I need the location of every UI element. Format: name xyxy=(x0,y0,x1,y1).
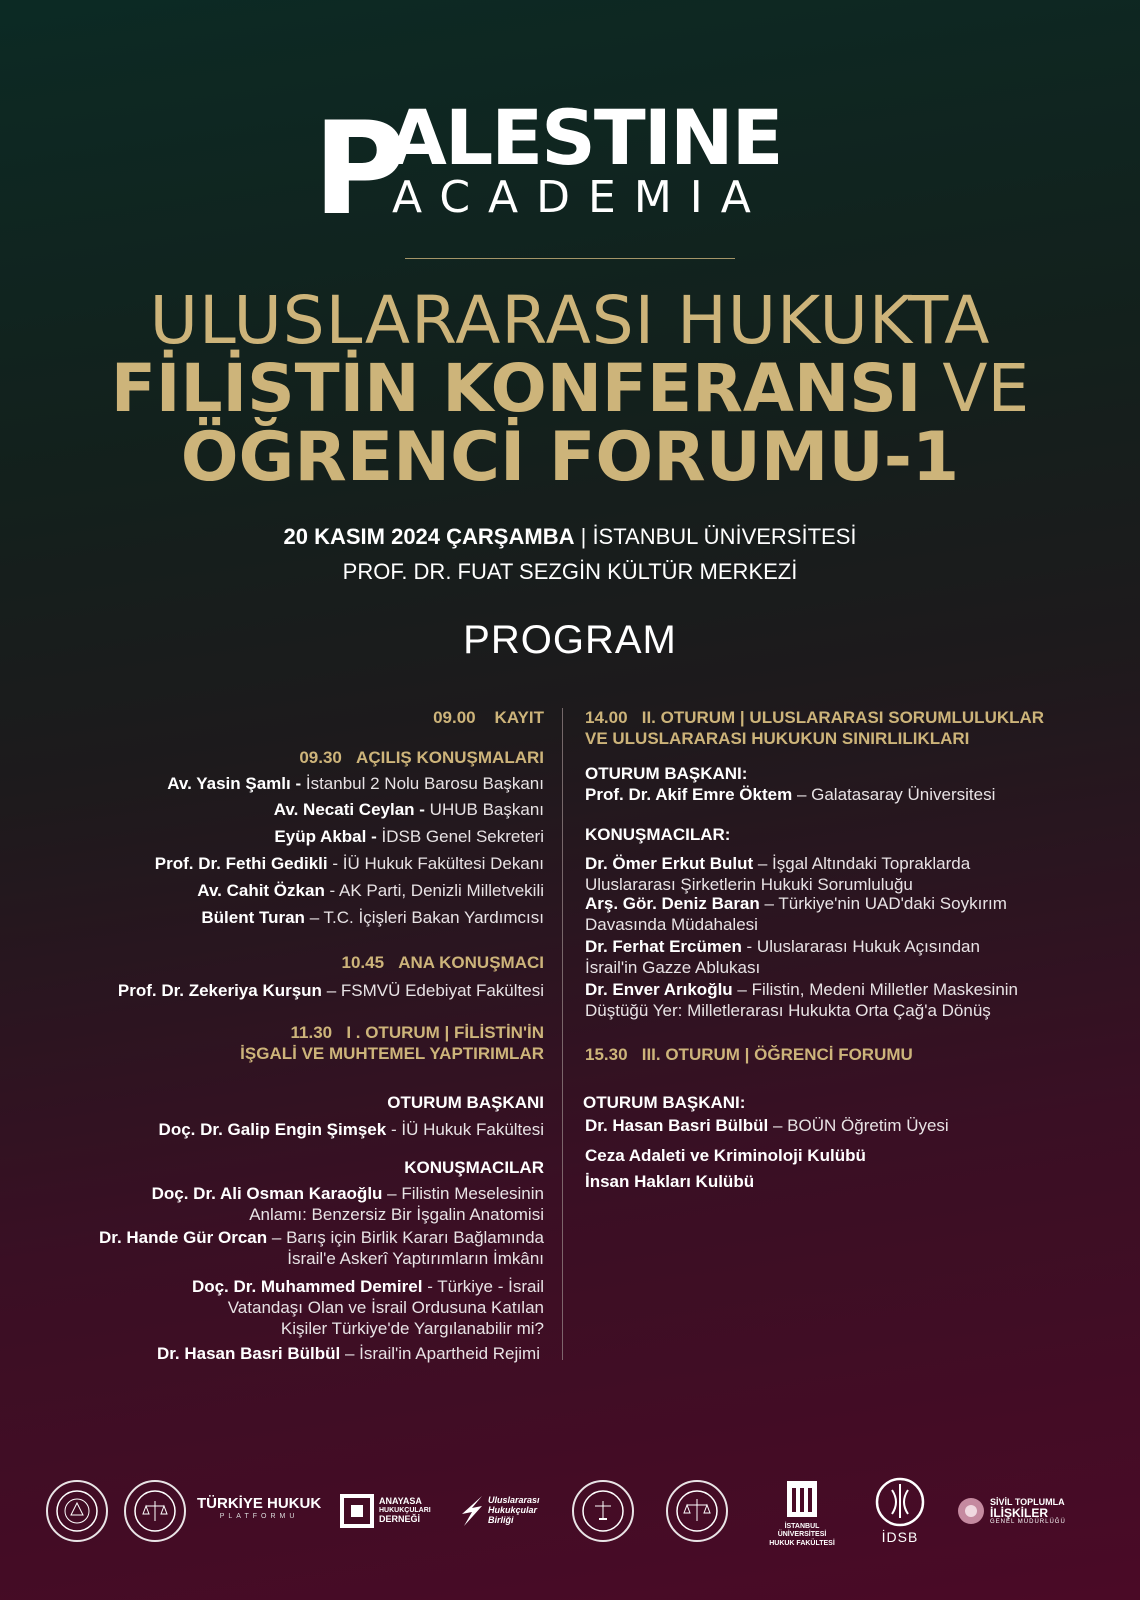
speaker-name: Prof. Dr. Akif Emre Öktem xyxy=(585,785,793,804)
speaker-name: Av. Necati Ceylan - xyxy=(273,800,425,819)
logo-subtext: PLATFORMU xyxy=(219,1512,299,1520)
session-oturum-1 xyxy=(291,1022,544,1043)
justice-scales-seal-icon xyxy=(666,1480,728,1542)
logo-text: TÜRKİYE HUKUK xyxy=(197,1495,322,1512)
speaker-row xyxy=(585,893,1007,914)
info-separator: | xyxy=(580,524,587,549)
speaker-desc: – BOÜN Öğretim Üyesi xyxy=(768,1116,949,1135)
bar-association-seal-icon xyxy=(124,1480,186,1542)
time: 14.00 xyxy=(585,708,628,727)
event-date: 20 KASIM 2024 ÇARŞAMBA xyxy=(283,524,575,549)
speaker-row xyxy=(155,853,544,874)
speaker-row xyxy=(118,980,544,1001)
speaker-desc: - İÜ Hukuk Fakültesi Dekanı xyxy=(327,854,544,873)
program-heading: PROGRAM xyxy=(463,618,677,662)
speaker-desc-cont: Uluslararası Şirketlerin Hukuki Sorumluluğu xyxy=(585,875,913,894)
speaker-row xyxy=(201,907,544,928)
partner-logos xyxy=(0,1480,1140,1560)
speaker-desc-cont: Anlamı: Benzersiz Bir İşgalin Anatomisi xyxy=(249,1205,544,1224)
speaker-name: Doç. Dr. Galip Engin Şimşek xyxy=(158,1120,387,1139)
label: ANA KONUŞMACI xyxy=(398,953,544,972)
oturum-baskani-heading: OTURUM BAŞKANI: xyxy=(583,1093,746,1112)
speaker-row xyxy=(167,773,544,794)
speaker-desc: – Filistin, Medeni Milletler Maskesinin xyxy=(732,980,1019,999)
speaker-desc: - Türkiye - İsrail xyxy=(427,1277,544,1296)
logo-wordmark-bottom: ACADEMIA xyxy=(392,172,769,223)
speaker-desc-cont: İsrail'in Gazze Ablukası xyxy=(585,958,761,977)
session-oturum-3 xyxy=(585,1044,913,1065)
time: 10.45 xyxy=(341,953,385,972)
idsb-emblem-icon xyxy=(874,1476,926,1528)
logo-text: GENEL MÜDÜRLÜĞÜ xyxy=(990,1518,1066,1525)
logo-text: İDSB xyxy=(881,1529,919,1545)
speaker-row xyxy=(274,826,544,847)
idsb-logo xyxy=(874,1476,926,1545)
speaker-name: Doç. Dr. Ali Osman Karaoğlu xyxy=(151,1184,383,1203)
session-oturum-1-line-2: İŞGALİ VE MUHTEMEL YAPTIRIMLAR xyxy=(240,1044,544,1063)
oturum-baskani-heading: OTURUM BAŞKANI: xyxy=(585,764,748,783)
speaker-desc: - AK Parti, Denizli Milletvekili xyxy=(324,881,544,900)
palestine-academia-logo xyxy=(0,93,1140,244)
speaker-name: Dr. Hande Gür Orcan xyxy=(98,1228,268,1247)
speaker-desc-cont: Kişiler Türkiye'de Yargılanabilir mi? xyxy=(280,1319,544,1338)
label: KAYIT xyxy=(494,708,544,727)
uhub-logo xyxy=(458,1494,540,1528)
logo-text: DERNEĞİ xyxy=(379,1513,421,1524)
speaker-desc: – FSMVÜ Edebiyat Fakültesi xyxy=(326,981,544,1000)
time: 09.30 xyxy=(299,748,342,767)
speaker-name: Av. Yasin Şamlı - xyxy=(167,774,302,793)
speaker-desc: İDSB Genel Sekreteri xyxy=(381,827,544,846)
speaker-row xyxy=(99,1227,544,1248)
title-line-3: ÖĞRENCİ FORUMU-1 xyxy=(180,418,960,497)
konusmacilar-heading: KONUŞMACILAR: xyxy=(585,825,731,844)
logo-text: ANAYASA xyxy=(379,1496,422,1507)
faculty-gate-icon xyxy=(786,1480,818,1518)
speaker-name: Eyüp Akbal - xyxy=(274,827,377,846)
speaker-name: Prof. Dr. Zekeriya Kurşun xyxy=(117,981,322,1000)
turkiye-hukuk-logo xyxy=(197,1496,321,1520)
title-line-1: ULUSLARARASI HUKUKTA xyxy=(149,282,991,359)
logo-letter-p: P xyxy=(313,95,403,244)
club-name: İnsan Hakları Kulübü xyxy=(585,1172,755,1191)
time: 11.30 xyxy=(290,1023,333,1042)
time: 15.30 xyxy=(585,1045,628,1064)
logo-text: Uluslararası xyxy=(488,1495,540,1506)
speaker-desc: – İşgal Altındaki Topraklarda xyxy=(753,854,971,873)
anayasa-icon xyxy=(340,1494,374,1528)
title-line-2-bold: FİLİSTİN KONFERANSI xyxy=(110,350,922,427)
speaker-name: Arş. Gör. Deniz Baran xyxy=(585,894,760,913)
session-ana-konusmaci xyxy=(342,952,544,973)
speaker-row xyxy=(159,1119,544,1140)
speaker-name: Dr. Ömer Erkut Bulut xyxy=(585,854,754,873)
title-line-2 xyxy=(0,350,1140,427)
session-oturum-2 xyxy=(585,707,1044,728)
konusmacilar-heading: KONUŞMACILAR xyxy=(404,1158,544,1177)
speaker-row xyxy=(585,936,980,957)
speaker-name: Av. Cahit Özkan xyxy=(197,881,325,900)
speaker-row xyxy=(157,1343,540,1364)
logo-text: İLİŞKİLER xyxy=(990,1505,1049,1520)
speaker-row xyxy=(192,1276,544,1297)
speaker-desc: – İsrail'in Apartheid Rejimi xyxy=(340,1344,540,1363)
oturum-baskani-heading: OTURUM BAŞKANI xyxy=(387,1093,544,1112)
speaker-row xyxy=(274,799,544,820)
event-venue-2: PROF. DR. FUAT SEZGİN KÜLTÜR MERKEZİ xyxy=(342,559,798,584)
logo-wordmark-top: ALESTINE xyxy=(388,93,782,182)
istanbul-university-seal-icon xyxy=(46,1480,108,1542)
logo-text: Hukukçular xyxy=(488,1505,538,1516)
speaker-name: Doç. Dr. Muhammed Demirel xyxy=(191,1277,423,1296)
speaker-desc-cont: Davasında Müdahalesi xyxy=(585,915,758,934)
label: II. OTURUM | ULUSLARARASI SORUMLULUKLAR xyxy=(641,708,1045,727)
time: 09.00 xyxy=(433,708,476,727)
logo-text: SİVİL TOPLUMLA xyxy=(990,1496,1065,1507)
speaker-desc: – Barış için Birlik Kararı Bağlamında xyxy=(271,1228,544,1247)
speaker-name: Dr. Enver Arıkoğlu xyxy=(585,980,733,999)
logo-text: Birliği xyxy=(488,1514,514,1525)
speaker-row xyxy=(585,853,970,874)
sivil-toplum-logo xyxy=(956,1496,1066,1526)
speaker-desc: - Uluslararası Hukuk Açısından xyxy=(741,937,980,956)
event-date-venue xyxy=(0,524,1140,550)
session-kayit xyxy=(433,707,544,728)
title-divider xyxy=(405,258,735,259)
speaker-row xyxy=(585,784,995,805)
label: AÇILIŞ KONUŞMALARI xyxy=(356,748,544,767)
speaker-row xyxy=(585,1115,949,1136)
anayasa-hukukculari-logo xyxy=(340,1494,431,1528)
university-law-seal-icon xyxy=(572,1480,634,1542)
speaker-desc: İstanbul 2 Nolu Barosu Başkanı xyxy=(305,774,544,793)
speaker-desc: – T.C. İçişleri Bakan Yardımcısı xyxy=(309,908,544,927)
speaker-name: Dr. Hasan Basri Bülbül xyxy=(585,1116,769,1135)
logo-text: HUKUK FAKÜLTESİ xyxy=(769,1539,835,1547)
iu-hukuk-fakultesi-logo xyxy=(762,1480,842,1548)
speaker-name: Bülent Turan xyxy=(201,908,305,927)
speaker-name: Dr. Hasan Basri Bülbül xyxy=(156,1344,341,1363)
speaker-desc: – Türkiye'nin UAD'daki Soykırım xyxy=(759,894,1007,913)
club-name: Ceza Adaleti ve Kriminoloji Kulübü xyxy=(585,1146,866,1165)
session-oturum-2-line-2: VE ULUSLARARASI HUKUKUN SINIRLILIKLARI xyxy=(585,729,970,748)
speaker-desc: – Filistin Meselesinin xyxy=(387,1184,544,1203)
speaker-desc-cont: İsrail'e Askerî Yaptırımların İmkânı xyxy=(287,1249,544,1268)
speaker-row xyxy=(152,1183,544,1204)
session-acilis xyxy=(299,747,544,768)
speaker-row xyxy=(197,880,544,901)
speaker-desc: - İÜ Hukuk Fakültesi xyxy=(386,1120,544,1139)
speaker-name: Dr. Ferhat Ercümen xyxy=(585,937,742,956)
network-icon xyxy=(956,1496,986,1526)
column-divider xyxy=(562,708,563,1360)
label: I . OTURUM | FİLİSTİN'İN xyxy=(346,1023,544,1042)
speaker-desc-cont: Vatandaşı Olan ve İsrail Ordusuna Katılan xyxy=(227,1298,544,1317)
label: III. OTURUM | ÖĞRENCİ FORUMU xyxy=(641,1045,913,1064)
speaker-row xyxy=(585,979,1018,1000)
speaker-name: Prof. Dr. Fethi Gedikli xyxy=(154,854,328,873)
speaker-desc-cont: Düştüğü Yer: Milletlerarası Hukukta Orta Çağ'a Dönüş xyxy=(585,1001,991,1020)
logo-text: İSTANBUL ÜNİVERSİTESİ xyxy=(777,1523,827,1539)
event-venue-1: İSTANBUL ÜNİVERSİTESİ xyxy=(592,524,857,549)
logo-text: HUKUKÇULARI xyxy=(379,1507,431,1515)
title-line-2-light: VE xyxy=(942,350,1030,427)
speaker-desc: UHUB Başkanı xyxy=(429,800,544,819)
wing-icon xyxy=(458,1494,484,1528)
speaker-desc: – Galatasaray Üniversitesi xyxy=(792,785,996,804)
